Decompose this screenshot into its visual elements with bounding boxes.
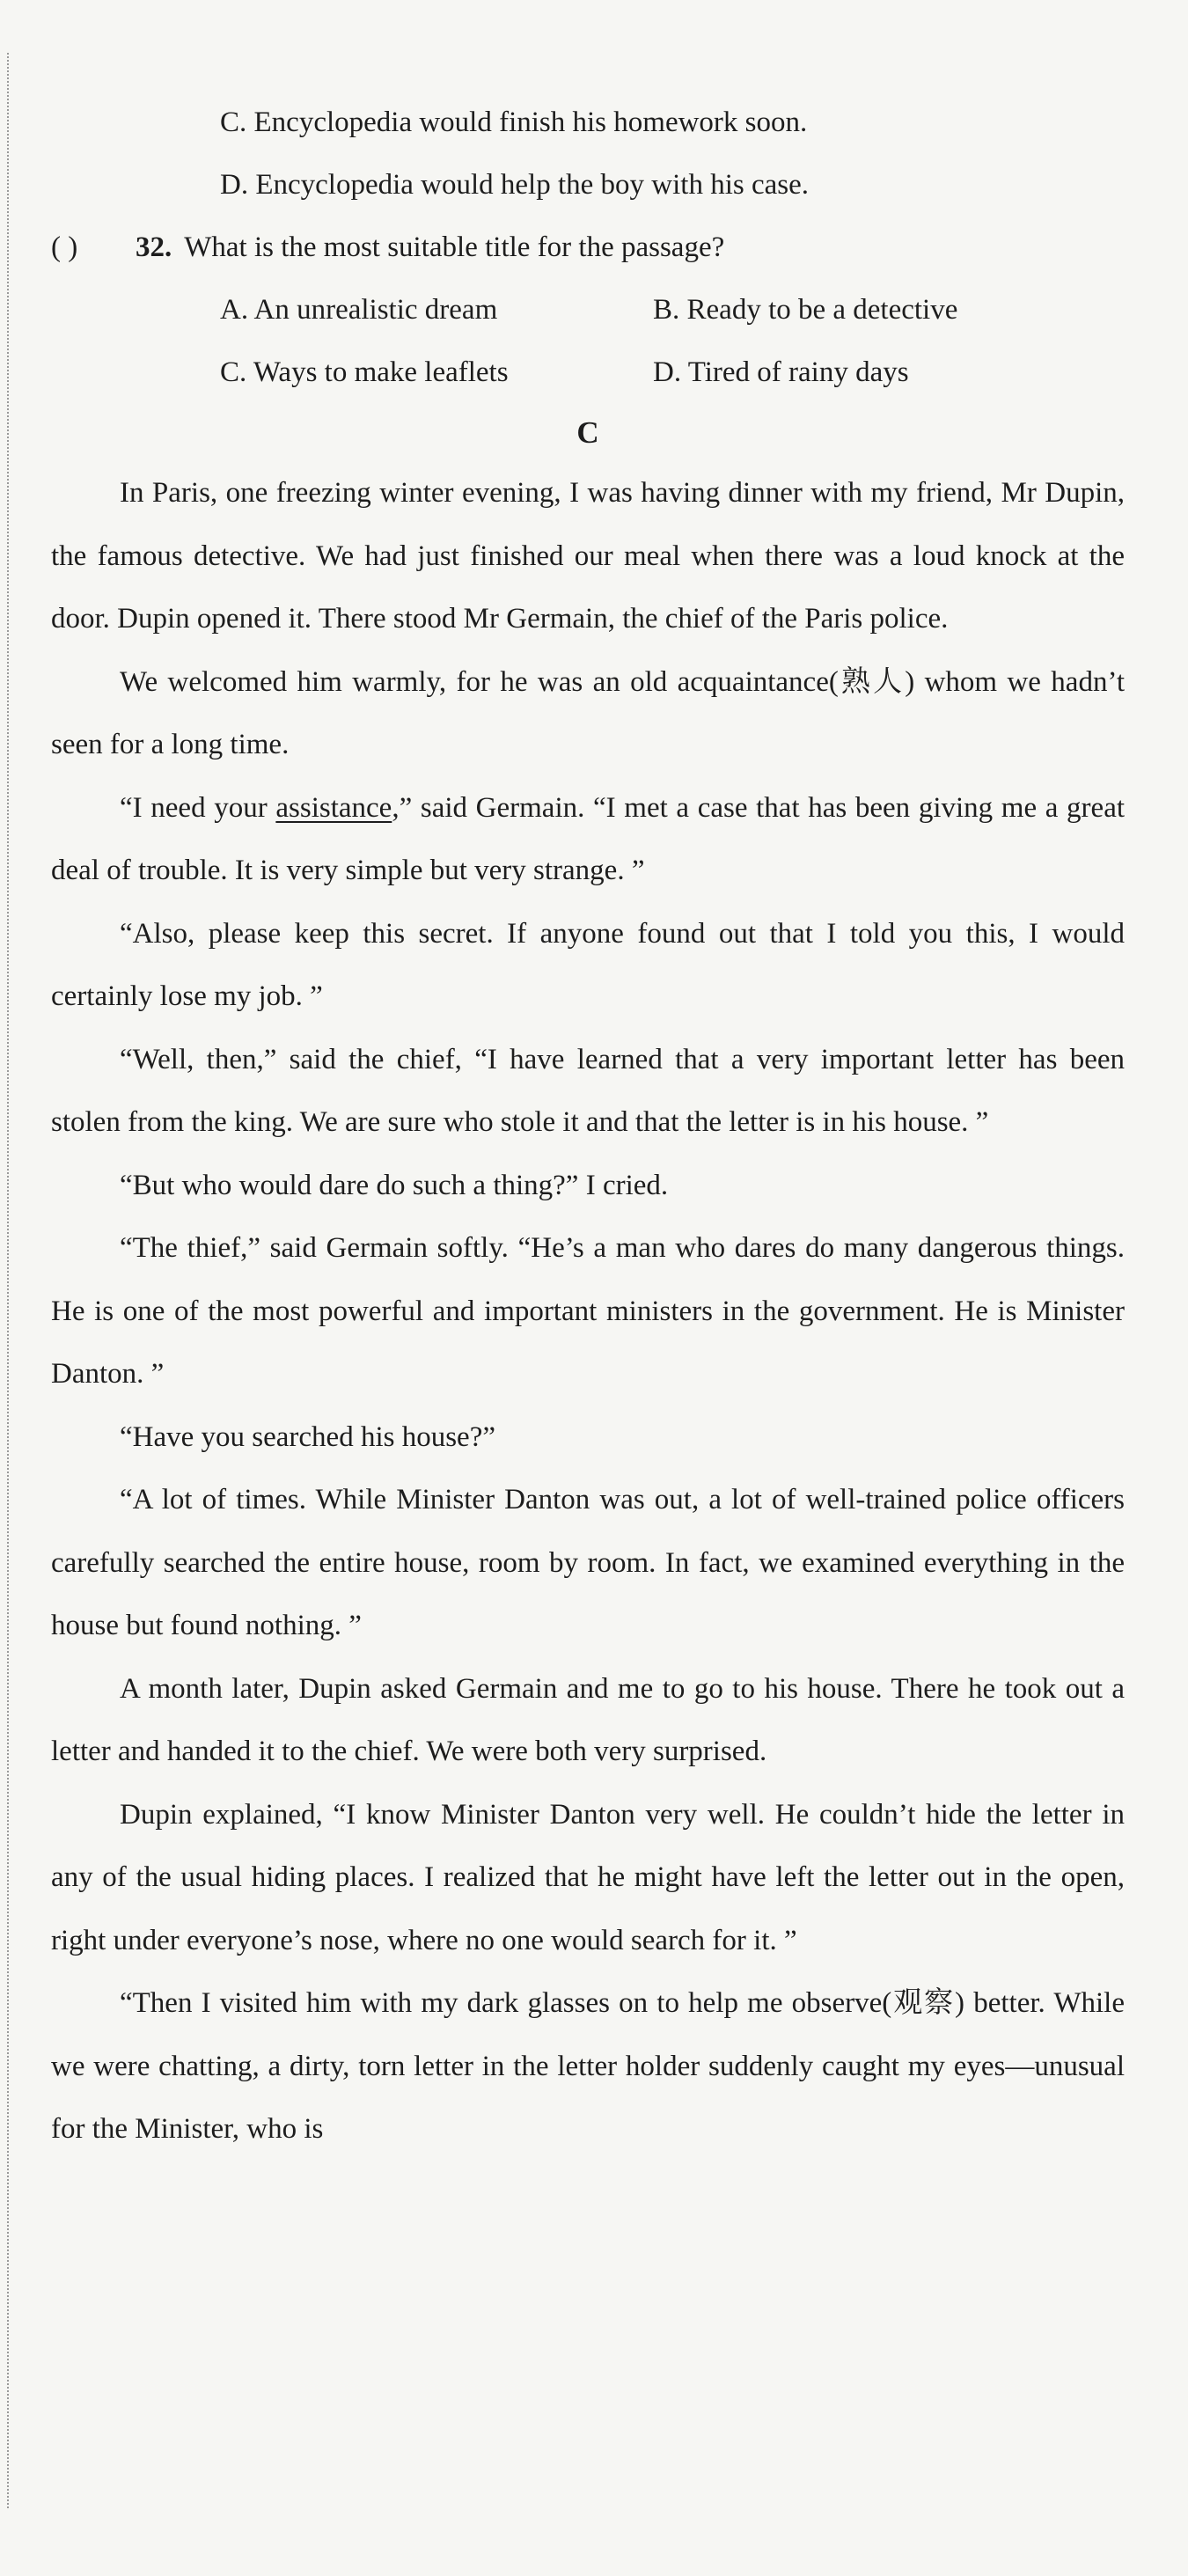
q32-option-b: B. Ready to be a detective <box>653 294 958 326</box>
passage-paragraph-1: In Paris, one freezing winter evening, I was having dinner with my friend, Mr Dupin, the famous detective. We had just finished our meal when there was a loud knock at the door. Dupin opened it. There stood Mr Germain, the chief of the Paris police. <box>51 477 1125 635</box>
passage-paragraph-5: “Well, then,” said the chief, “I have learned that a very important letter has been stolen from the king. We are sure who stole it and that the letter is in his house. ” <box>51 1043 1125 1138</box>
section-heading: C <box>576 415 599 450</box>
q32-option-a: A. An unrealistic dream <box>220 294 498 326</box>
paragraph-3-end: ,” said Germain. “I met a case that has been giving me a great deal of trouble. It is very simple but very strange. ” <box>51 791 1126 886</box>
passage-paragraph-10: A month later, Dupin asked Germain and me to go to his house. There he took out a letter and handed it to the chief. We were both very surprised. <box>51 1672 1125 1767</box>
passage-paragraph-4: “Also, please keep this secret. If anyone found out that I told you this, I would certainly lose my job. ” <box>51 917 1125 1012</box>
passage-paragraph-9: “A lot of times. While Minister Danton was out, a lot of well-trained police officers carefully searched the entire house, room by room. In fact, we examined everything in the house but found nothing. ” <box>51 1484 1125 1641</box>
passage-paragraph-3 <box>51 777 1125 903</box>
binding-margin-line <box>7 53 9 2508</box>
q32-option-c: C. Ways to make leaflets <box>220 356 509 388</box>
worksheet-content <box>51 92 1125 2161</box>
passage-paragraph-7: “The thief,” said Germain softly. “He’s a man who dares do many dangerous things. He is one of the most powerful and important ministers in the government. He is Minister Danton. ” <box>51 1232 1125 1390</box>
answer-blank[interactable]: ( ) <box>51 231 78 263</box>
question-text: What is the most suitable title for the passage? <box>184 231 725 263</box>
q32-options-row-1 <box>51 279 1125 341</box>
paragraph-3-start: “I need your <box>120 791 276 824</box>
q31-option-c: C. Encyclopedia would finish his homework soon. <box>220 106 808 138</box>
passage-paragraph-6: “But who would dare do such a thing?” I cried. <box>120 1169 669 1201</box>
passage-paragraph-12: “Then I visited him with my dark glasses on to help me observe(观察) better. While we were chatting, a dirty, torn letter in the letter holder suddenly caught my eyes—unusual for the Minister, who is <box>51 1987 1125 2145</box>
q32-option-d: D. Tired of rainy days <box>653 356 909 388</box>
passage-paragraph-8: “Have you searched his house?” <box>120 1420 495 1453</box>
passage-paragraph-11: Dupin explained, “I know Minister Danton very well. He couldn’t hide the letter in any of the usual hiding places. I realized that he might have left the letter out in the open, right under everyone’s nose, where no one would search for it. ” <box>51 1798 1125 1956</box>
question-32 <box>51 217 1125 279</box>
question-number: 32. <box>136 231 172 263</box>
q32-options-row-2 <box>51 341 1125 404</box>
passage-paragraph-2: We welcomed him warmly, for he was an old acquaintance(熟人) whom we hadn’t seen for a long time. <box>51 665 1125 760</box>
q31-option-d: D. Encyclopedia would help the boy with his case. <box>220 169 810 201</box>
underlined-word: assistance <box>275 791 392 824</box>
